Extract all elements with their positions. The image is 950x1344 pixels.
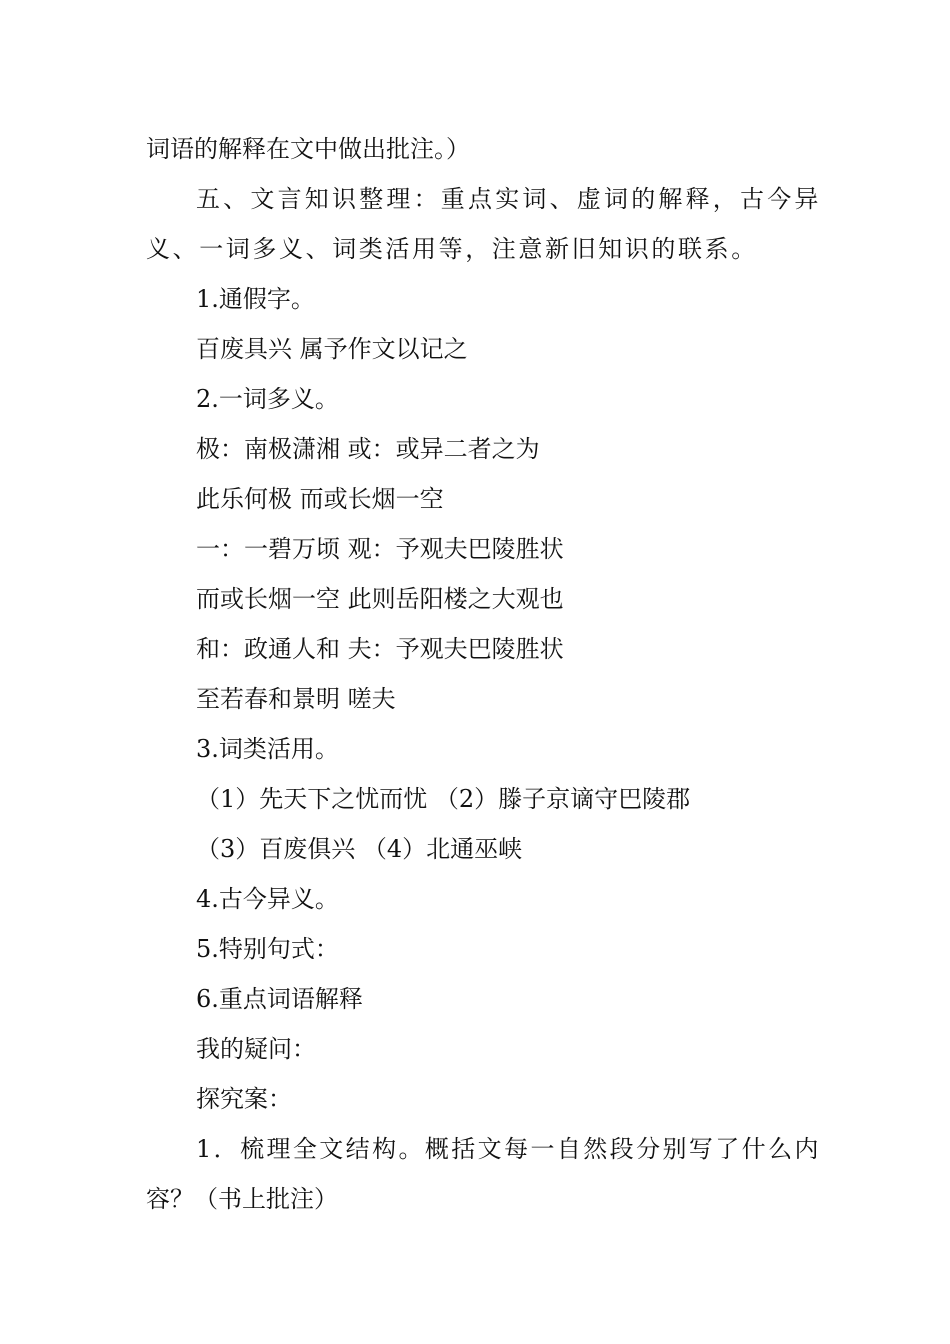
text-line: 1．梳理全文结构。概括文每一自然段分别写了什么内	[196, 1135, 821, 1163]
text-line: 容？（书上批注）	[146, 1185, 338, 1213]
text-line: （3）百废俱兴 （4）北通巫峡	[196, 835, 523, 863]
text-line: （1）先天下之忧而忧 （2）滕子京谪守巴陵郡	[196, 785, 691, 813]
text-line: 我的疑问：	[196, 1035, 316, 1063]
subheading: 3.词类活用。	[196, 735, 339, 763]
text-line: 极：南极潇湘 或：或异二者之为	[196, 435, 540, 463]
text-line: 和：政通人和 夫：予观夫巴陵胜状	[196, 635, 564, 663]
section-heading: 探究案：	[196, 1085, 292, 1113]
text-line: 至若春和景明 嗟夫	[196, 685, 396, 713]
subheading: 2.一词多义。	[196, 385, 339, 413]
subheading: 5.特别句式：	[196, 935, 339, 963]
text-line: 百废具兴 属予作文以记之	[196, 335, 468, 363]
text-line: 词语的解释在文中做出批注。）	[146, 135, 470, 163]
text-line: 义、一词多义、词类活用等，注意新旧知识的联系。	[146, 235, 758, 263]
text-line: 一：一碧万顷 观：予观夫巴陵胜状	[196, 535, 564, 563]
subheading: 1.通假字。	[196, 285, 315, 313]
text-line: 而或长烟一空 此则岳阳楼之大观也	[196, 585, 564, 613]
text-line: 此乐何极 而或长烟一空	[196, 485, 444, 513]
section-heading: 五、文言知识整理：重点实词、虚词的解释，古今异	[196, 185, 822, 213]
subheading: 6.重点词语解释	[196, 985, 363, 1013]
subheading: 4.古今异义。	[196, 885, 339, 913]
